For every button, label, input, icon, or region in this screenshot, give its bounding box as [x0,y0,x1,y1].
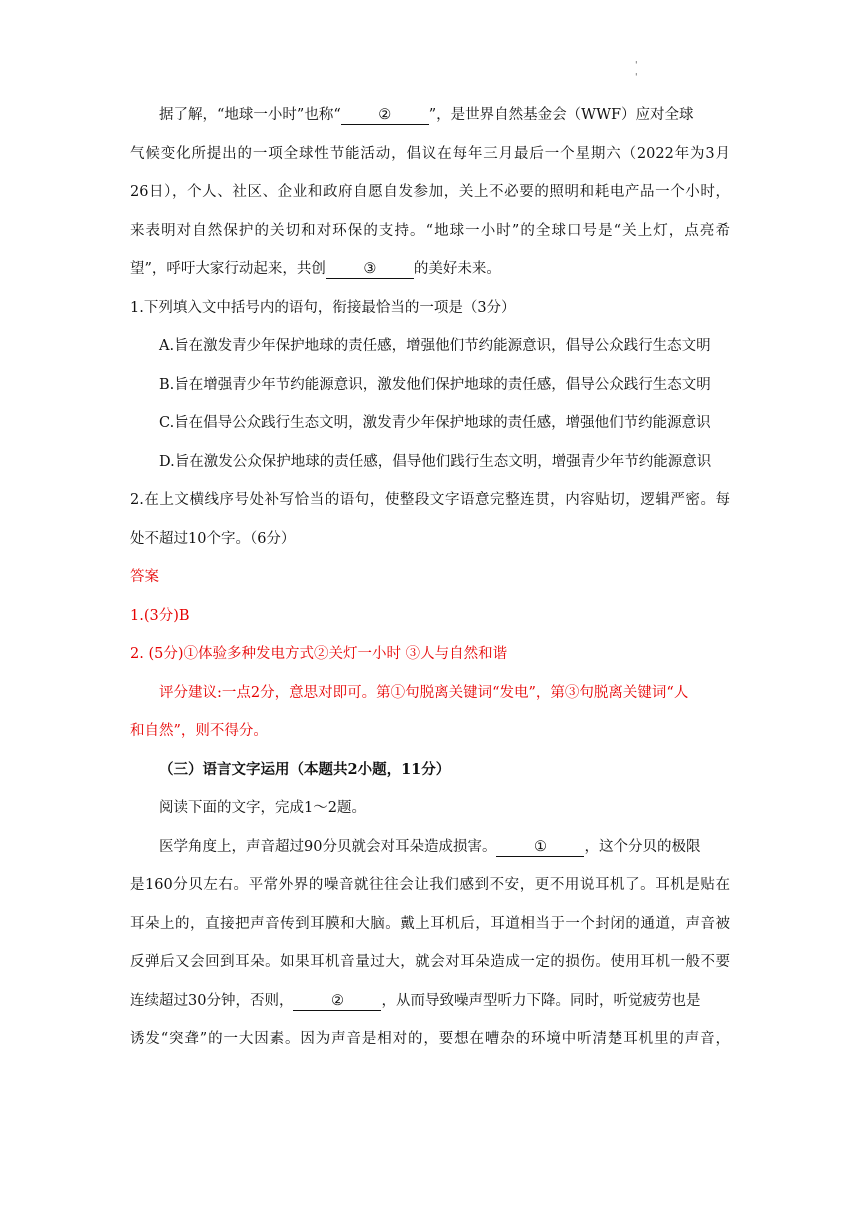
scoring-note: 评分建议:一点2分，意思对即可。第①句脱离关键词“发电”，第③句脱离关键词“人 [159,684,689,701]
fill-blank-3: ③ [326,260,414,279]
passage1-line: 气候变化所提出的一项全球性节能活动，倡议在每年三月最后一个星期六（2022年为3月 [130,145,730,162]
section-heading: （三）语言文字运用（本题共2小题，11分） [159,760,451,778]
passage2-line [130,982,730,1021]
answer-1: 1.(3分)B [130,607,190,624]
reading-instruction: 阅读下面的文字，完成1～2题。 [159,800,366,816]
text-run: ，从而导致噪声型听力下降。同时，听觉疲劳也是 [381,992,701,1009]
corner-mark [635,60,637,84]
text-run: ，这个分贝的极限 [584,838,701,855]
fill-blank-2: ② [341,106,429,125]
text-run: ”，是世界自然基金会（WWF）应对全球 [428,107,694,123]
passage2-line: 反弹后又会回到耳朵。如果耳机音量过大，就会对耳朵造成一定的损伤。使用耳机一般不要 [130,954,730,970]
fill-blank-1: ① [496,838,584,857]
answer-2: 2. (5分)①体验多种发电方式②关灯一小时 ③人与自然和谐 [130,646,508,662]
option-c: C.旨在倡导公众践行生态文明，激发青少年保护地球的责任感，增强他们节约能源意识 [159,415,711,431]
passage2-line [130,828,730,867]
passage1-line: 来表明对自然保护的关切和对环保的支持。“地球一小时”的全球口号是“关上灯，点亮希 [130,222,730,239]
passage1-line [130,250,730,289]
option-d: D.旨在激发公众保护地球的责任感，倡导他们践行生态文明，增强青少年节约能源意识 [159,453,712,470]
text-run: 连续超过30分钟，否则， [130,992,294,1009]
passage1-line: 26日），个人、社区、企业和政府自愿自发参加，关上不必要的照明和耗电产品一个小时， [130,184,730,200]
corner-mark-line: ' [635,73,638,83]
option-b: B.旨在增强青少年节约能源意识，激发他们保护地球的责任感，倡导公众践行生态文明 [159,376,711,393]
text-run: 的美好未来。 [413,261,501,277]
option-a: A.旨在激发青少年保护地球的责任感，增强他们节约能源意识，倡导公众践行生态文明 [159,338,711,354]
text-run: 据了解，“地球一小时”也称“ [159,107,341,123]
corner-mark-line: ' [635,61,638,71]
fill-blank-2: ② [293,992,381,1011]
question-2-line: 处不超过10个字。（6分） [130,530,296,547]
answer-heading: 答案 [130,569,159,585]
document-body [130,96,730,1059]
text-run: 医学角度上，声音超过90分贝就会对耳朵造成损害。 [159,838,497,855]
text-run: 望”，呼吁大家行动起来，共创 [130,261,326,277]
passage2-line: 耳朵上的，直接把声音传到耳膜和大脑。戴上耳机后，耳道相当于一个封闭的通道，声音被 [130,915,730,932]
question-1-stem: 1.下列填入文中括号内的语句，衔接最恰当的一项是（3分） [130,299,516,316]
passage2-line: 是160分贝左右。平常外界的噪音就往往会让我们感到不安，更不用说耳机了。耳机是贴在 [130,877,730,893]
scoring-note: 和自然”，则不得分。 [130,723,268,739]
question-2-line: 2.在上文横线序号处补写恰当的语句，使整段文字语意完整连贯，内容贴切，逻辑严密。每 [130,492,730,508]
passage1-line [130,96,730,135]
passage2-line: 诱发“突聋”的一大因素。因为声音是相对的，要想在嘈杂的环境中听清楚耳机里的声音， [130,1031,730,1047]
